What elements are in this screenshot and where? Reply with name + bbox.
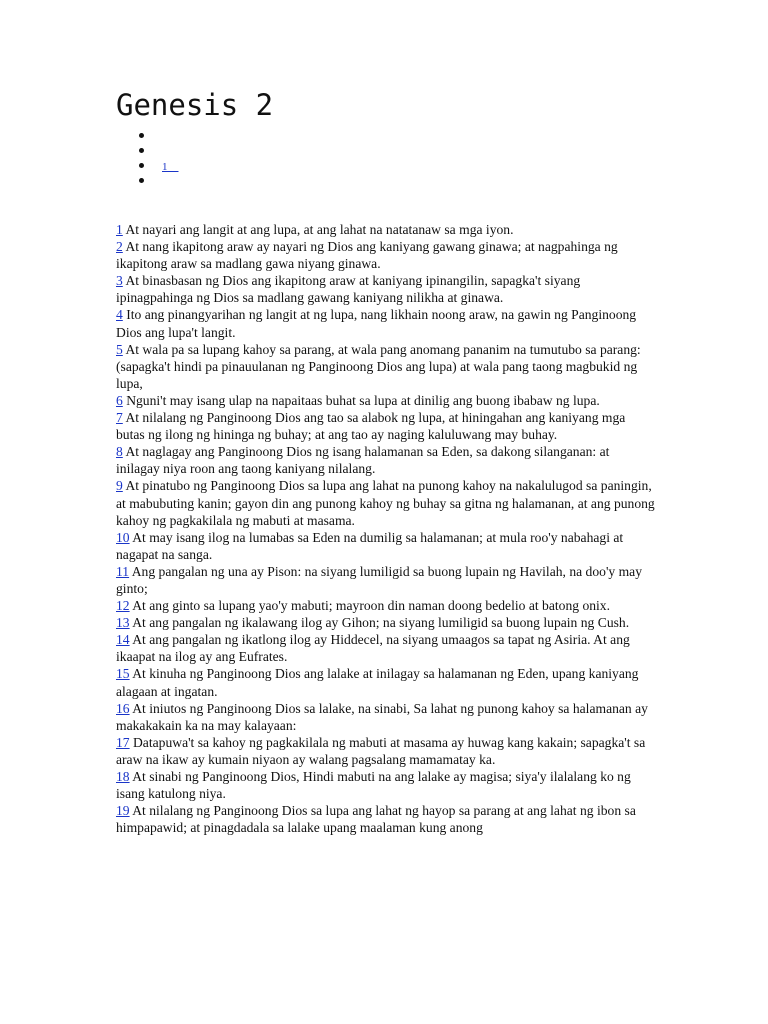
verse-text: At nang ikapitong araw ay nayari ng Dios ang kaniyang gawang ginawa; at nagpahinga ng ikapitong araw sa madlang gawa niyang ginawa. — [116, 239, 618, 272]
verse-text: Ang pangalan ng una ay Pison: na siyang lumiligid sa buong lupain ng Havilah, na doo'y may ginto; — [116, 563, 642, 596]
verse — [116, 529, 656, 563]
verse — [116, 563, 656, 597]
verse-number-link[interactable]: 11 — [116, 563, 130, 579]
verse-text: Datapuwa't sa kahoy ng pagkakilala ng mabuti at masama ay huwag kang kakain; sapagka't sa araw na ikaw ay kumain niyaon ay walang pagsalang mamamatay ka. — [116, 734, 646, 767]
bullet-icon — [139, 178, 144, 183]
verse-number-link[interactable]: 2 — [116, 239, 123, 255]
verse-number-link[interactable]: 7 — [116, 410, 123, 426]
verse-number-link[interactable]: 14 — [116, 632, 130, 648]
verse — [116, 238, 656, 272]
verse — [116, 221, 656, 238]
verse-number-link[interactable]: 5 — [116, 341, 123, 357]
verse — [116, 631, 656, 665]
page-title: Genesis 2 — [116, 88, 274, 122]
verse-number-link[interactable]: 16 — [116, 700, 130, 716]
verse-text: At nayari ang langit at ang lupa, at ang lahat na natatanaw sa mga iyon. — [122, 222, 514, 237]
verse-number-link[interactable]: 13 — [116, 615, 130, 631]
verse-text: At ang pangalan ng ikalawang ilog ay Gihon; na siyang lumiligid sa buong lupain ng Cush. — [129, 615, 630, 631]
bullet-icon — [139, 163, 144, 168]
bullet-icon — [139, 148, 144, 153]
verse — [116, 443, 656, 477]
verse — [116, 597, 656, 614]
verse — [116, 477, 656, 528]
verse-number-link[interactable]: 3 — [116, 273, 123, 289]
chapter-link-trail[interactable] — [168, 161, 179, 173]
verse-text: At naglagay ang Panginoong Dios ng isang halamanan sa Eden, sa dakong silanganan: at inilagay niya roon ang taong kaniyang nilalang. — [116, 444, 610, 477]
verse-number-link[interactable]: 1 — [116, 222, 123, 237]
chapter-nav-list — [116, 128, 179, 188]
verse-number-link[interactable]: 9 — [116, 478, 123, 494]
verse-text: At nilalang ng Panginoong Dios sa lupa ang lahat ng hayop sa parang at ang lahat ng ibon sa himpapawid; at pinagdadala sa lalake upang maalaman kung anong — [116, 803, 636, 836]
verse-number-link[interactable]: 19 — [116, 803, 130, 819]
verse-text: At wala pa sa lupang kahoy sa parang, at wala pang anomang pananim na tumutubo sa parang: (sapagka't hindi pa pinauulanan ng Panginoong Dios ang lupa) at wala pang taong magbukid ng lupa, — [116, 341, 641, 391]
verse-number-link[interactable]: 10 — [116, 529, 130, 545]
verse — [116, 392, 656, 409]
verse — [116, 341, 656, 392]
verse-text: At nilalang ng Panginoong Dios ang tao sa alabok ng lupa, at hiningahan ang kaniyang mga butas ng ilong ng hininga ng buhay; at ang tao ay naging kaluluwang may buhay. — [116, 410, 626, 443]
verse-text: At pinatubo ng Panginoong Dios sa lupa ang lahat na punong kahoy na nakalulugod sa paningin, at mabubuting kanin; gayon din ang punong kahoy ng buhay sa gitna ng halamanan, at ang punong kahoy ng pagkakilala ng mabuti at masama. — [116, 478, 655, 528]
verse — [116, 614, 656, 631]
verse-number-link[interactable]: 4 — [116, 307, 123, 323]
verse — [116, 802, 656, 836]
nav-list-item[interactable] — [116, 158, 179, 173]
verse-text: Ito ang pinangyarihan ng langit at ng lupa, nang likhain noong araw, na gawin ng Panginoong Dios ang lupa't langit. — [116, 307, 637, 340]
verse-text: At kinuha ng Panginoong Dios ang lalake at inilagay sa halamanan ng Eden, upang kaniyang alagaan at ingatan. — [116, 666, 639, 699]
verse-text: At ang ginto sa lupang yao'y mabuti; mayroon din naman doong bedelio at batong onix. — [129, 598, 611, 614]
verse — [116, 409, 656, 443]
verse-text: At may isang ilog na lumabas sa Eden na dumilig sa halamanan; at mula roo'y nabahagi at nagapat na sanga. — [116, 529, 624, 562]
verse — [116, 272, 656, 306]
verse-text: At sinabi ng Panginoong Dios, Hindi mabuti na ang lalake ay magisa; siya'y ilalalang ko ng isang katulong niya. — [116, 769, 631, 802]
bullet-icon — [139, 133, 144, 138]
verse-text: At ang pangalan ng ikatlong ilog ay Hiddecel, na siyang umaagos sa tapat ng Asiria. At ang ikaapat na ilog ay ang Eufrates. — [116, 632, 630, 665]
nav-list-item — [116, 128, 179, 143]
verse — [116, 306, 656, 340]
verse-list — [116, 221, 656, 836]
nav-list-item — [116, 173, 179, 188]
verse-text: At iniutos ng Panginoong Dios sa lalake, na sinabi, Sa lahat ng punong kahoy sa halamanan ay makakakain ka na may kalayaan: — [116, 700, 648, 733]
verse-text: Nguni't may isang ulap na napaitaas buhat sa lupa at dinilig ang buong ibabaw ng lupa. — [122, 392, 600, 408]
chapter-link[interactable]: 1 — [162, 161, 168, 173]
verse — [116, 768, 656, 802]
verse-number-link[interactable]: 12 — [116, 598, 130, 614]
verse — [116, 734, 656, 768]
verse-number-link[interactable]: 8 — [116, 444, 123, 460]
verse-text: At binasbasan ng Dios ang ikapitong araw at kaniyang ipinangilin, sapagka't siyang ipinagpahinga ng Dios sa madlang gawang kaniyang nilikha at ginawa. — [116, 273, 581, 306]
verse — [116, 665, 656, 699]
verse-number-link[interactable]: 17 — [116, 734, 130, 750]
verse — [116, 700, 656, 734]
nav-list-item — [116, 143, 179, 158]
verse-number-link[interactable]: 15 — [116, 666, 130, 682]
verse-number-link[interactable]: 18 — [116, 769, 130, 784]
verse-number-link[interactable]: 6 — [116, 392, 123, 408]
